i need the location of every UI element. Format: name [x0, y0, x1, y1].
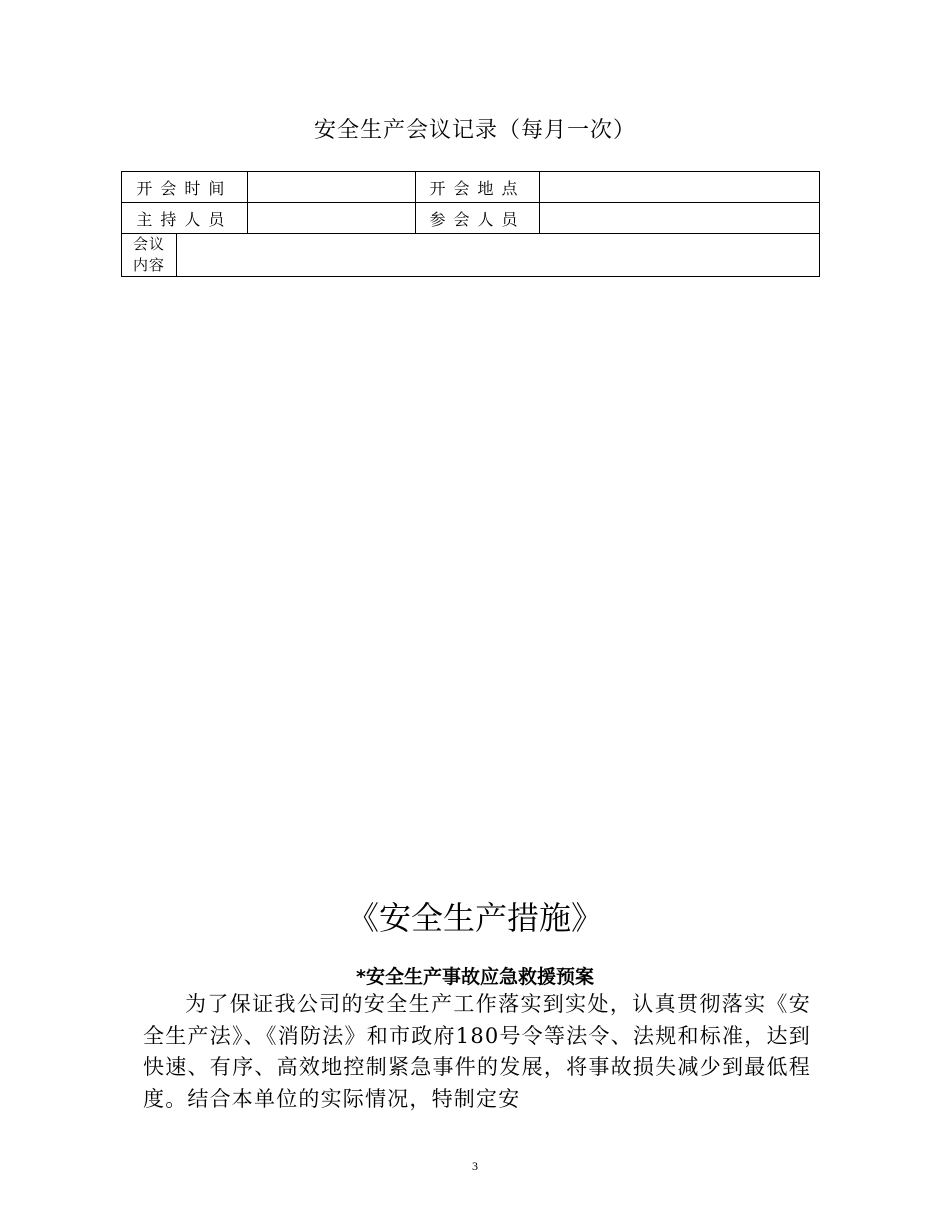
attendees-label: 参会人员 [415, 203, 540, 234]
table-row [122, 234, 820, 277]
meeting-content-label-line2: 内容 [132, 256, 165, 274]
page-number: 3 [472, 1159, 478, 1173]
meeting-content-field[interactable] [176, 234, 819, 277]
host-label: 主持人员 [122, 203, 248, 234]
section-subtitle: *安全生产事故应急救援预案 [356, 966, 594, 988]
table-row [122, 172, 820, 203]
attendees-field[interactable] [540, 203, 820, 234]
meeting-content-label [122, 234, 177, 277]
table-row [122, 203, 820, 234]
body-paragraph: 为了保证我公司的安全生产工作落实到实处，认真贯彻落实《安全生产法》、《消防法》和市政府180号令等法令、法规和标准，达到快速、有序、高效地控制紧急事件的发展，将事故损失减少到最低程度。结合本单位的实际情况，特制定安 [143, 992, 811, 1111]
meeting-content-label-line1: 会议 [132, 235, 165, 253]
meeting-time-field[interactable] [247, 172, 415, 203]
meeting-place-label: 开会地点 [415, 172, 540, 203]
section-title: 《安全生产措施》 [346, 899, 603, 937]
form-title: 安全生产会议记录（每月一次） [313, 118, 636, 143]
meeting-record-table [121, 171, 820, 277]
host-field[interactable] [247, 203, 415, 234]
meeting-time-label: 开会时间 [122, 172, 248, 203]
meeting-place-field[interactable] [540, 172, 820, 203]
